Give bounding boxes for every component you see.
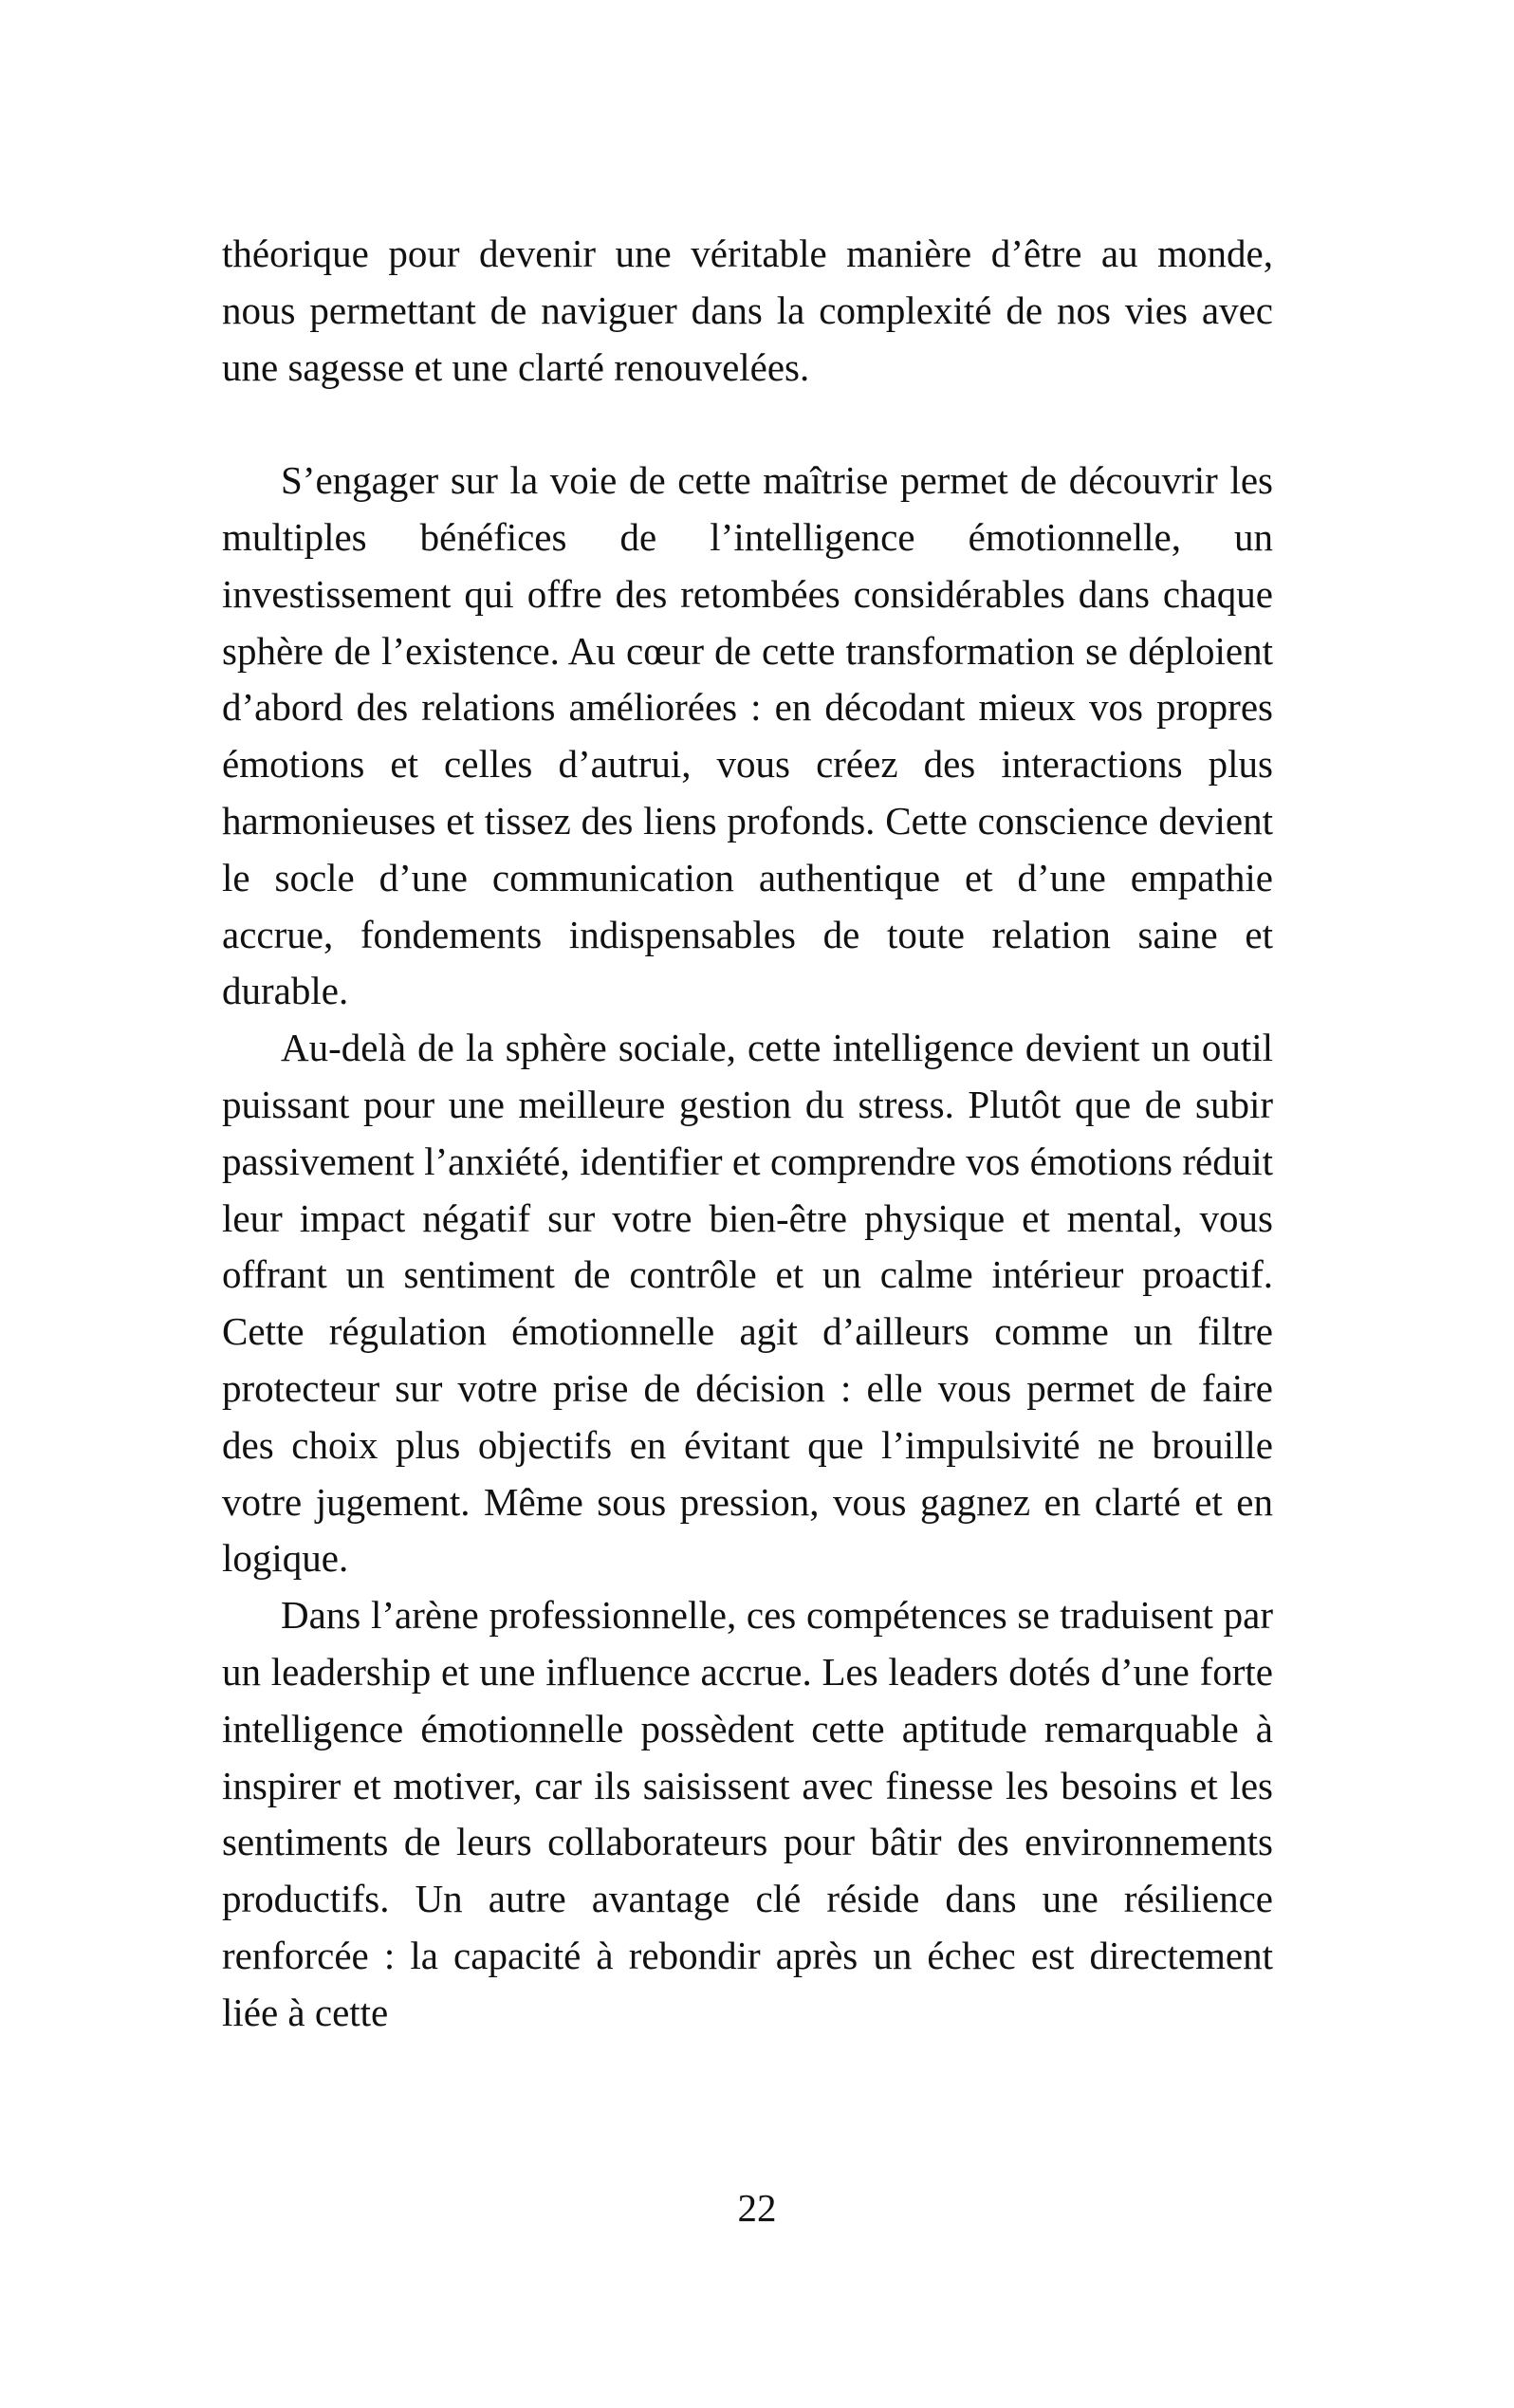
paragraph-leadership: Dans l’arène professionnelle, ces compétences se traduisent par un leadership et une influence accrue. Les leaders dotés d’une forte intelligence émotionnelle possèdent cette aptitude remarquable à inspirer et motiver, car ils saisissent avec finesse les besoins et les sentiments de leurs collaborateurs pour bâtir des environnements productifs. Un autre avantage clé réside dans une résilience renforcée : la capacité à rebondir après un échec est directement liée à cette: [222, 1593, 1273, 2034]
body-text: [222, 226, 1273, 2042]
page-number: 22: [737, 2186, 777, 2230]
paragraph-continuation: théorique pour devenir une véritable manière d’être au monde, nous permettant de naviguer dans la complexité de nos vies avec une sagesse et une clarté renouvelées.: [222, 232, 1273, 389]
paragraph-benefits: S’engager sur la voie de cette maîtrise permet de découvrir les multiples bénéfices de l’intelligence émotionnelle, un investissement qui offre des retombées considérables dans chaque sphère de l’existence. Au cœur de cette transformation se déploient d’abord des relations améliorées : en décodant mieux vos propres émotions et celles d’autrui, vous créez des interactions plus harmonieuses et tissez des liens profonds. Cette conscience devient le socle d’une communication authentique et d’une empathie accrue, fondements indispensables de toute relation saine et durable.: [222, 458, 1273, 1013]
paragraph-stress: Au-delà de la sphère sociale, cette intelligence devient un outil puissant pour une meilleure gestion du stress. Plutôt que de subir passivement l’anxiété, identifier et comprendre vos émotions réduit leur impact négatif sur votre bien-être physique et mental, vous offrant un sentiment de contrôle et un calme intérieur proactif. Cette régulation émotionnelle agit d’ailleurs comme un filtre protecteur sur votre prise de décision : elle vous permet de faire des choix plus objectifs en évitant que l’impulsivité ne brouille votre jugement. Même sous pression, vous gagnez en clarté et en logique.: [222, 1026, 1273, 1581]
